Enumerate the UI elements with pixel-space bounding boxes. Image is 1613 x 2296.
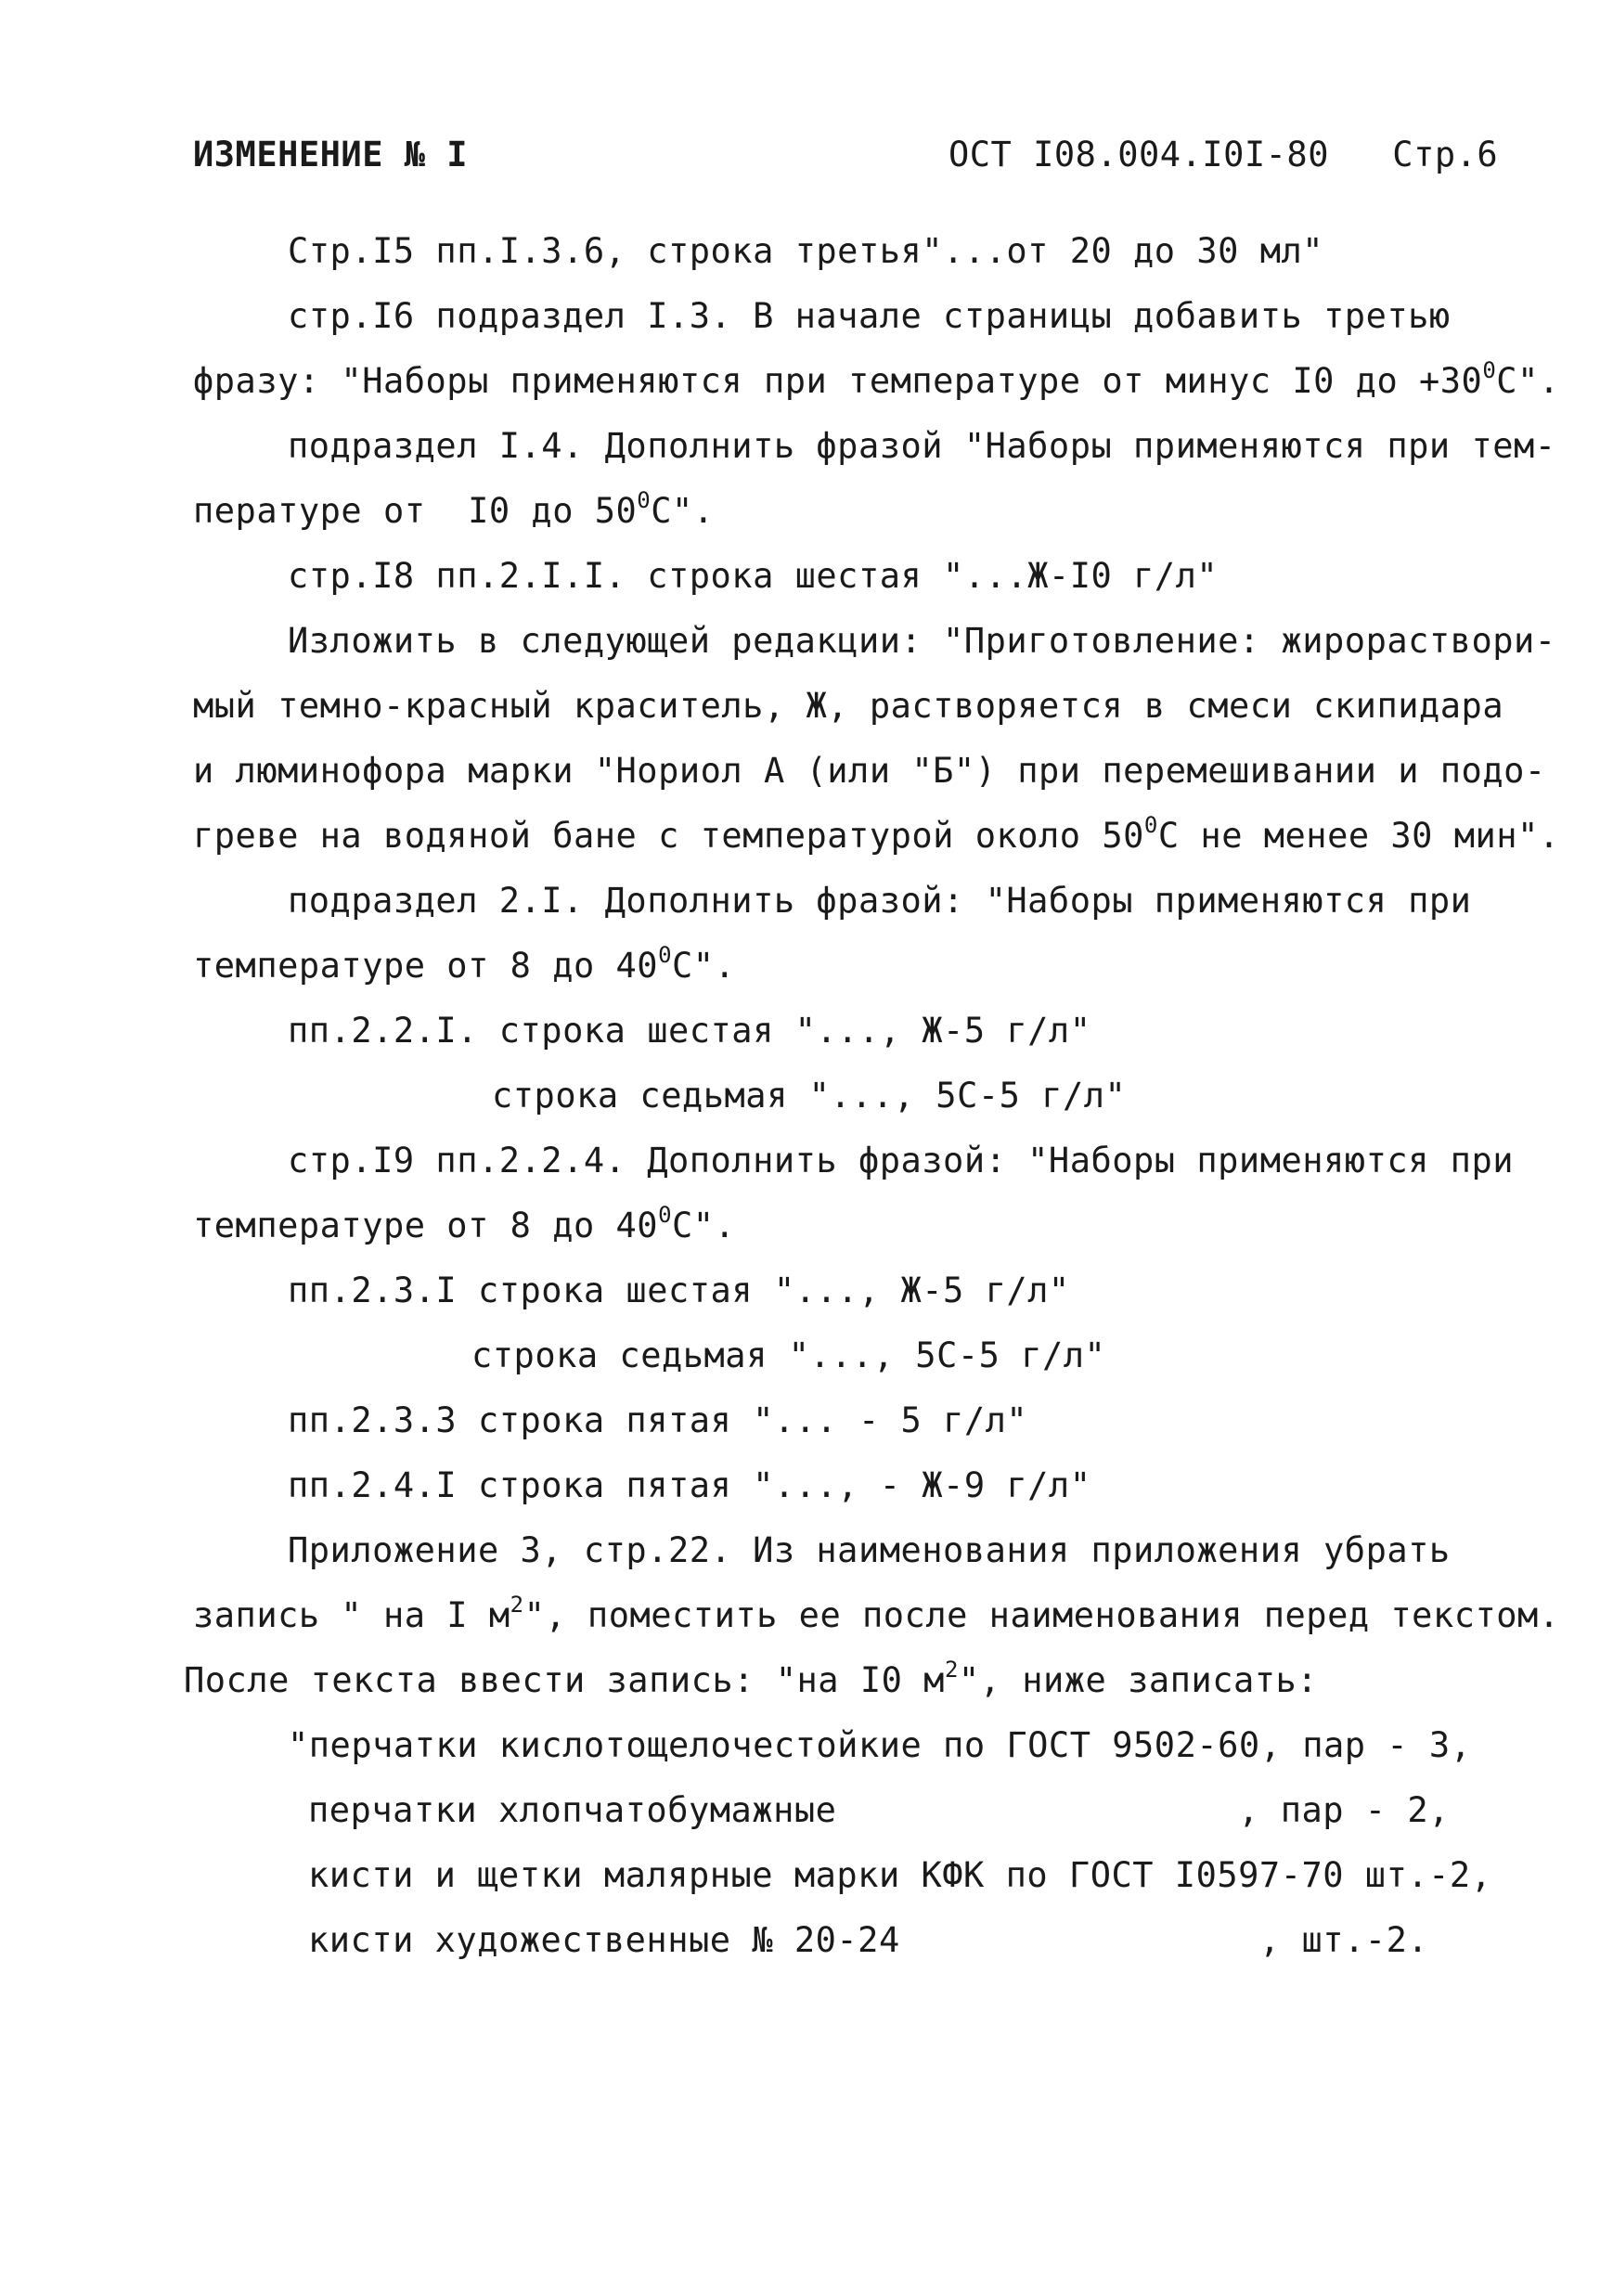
text-line [308,1790,1450,1830]
text-line [288,881,1472,921]
line-text: температуре от 8 до 40 [193,946,659,986]
superscript: 0 [637,487,652,513]
line-text: строка седьмая "..., 5С-5 г/л" [471,1335,1106,1375]
text-line [288,621,1556,661]
text-line [471,1335,1106,1375]
line-text: пп.2.4.I строка пятая "..., - Ж-9 г/л" [288,1465,1091,1505]
text-line [288,1143,1514,1178]
text-line [308,1855,1492,1895]
line-text: пп.2.3.3 строка пятая "... - 5 г/л" [288,1400,1028,1440]
text-line [193,1592,1560,1635]
line-text: стр.I8 пп.2.I.I. строка шестая "...Ж-I0 г/л" [288,556,1219,596]
line-text: подраздел I.4. Дополнить фразой "Наборы применяются при тем- [288,426,1556,466]
superscript: 0 [1482,357,1497,383]
superscript: 0 [658,1202,673,1228]
standard-and-page [948,137,1498,172]
text-line [193,686,1504,726]
text-line [288,296,1451,336]
line-text: Изложить в следующей редакции: "Приготовление: жирораствори- [288,621,1556,661]
line-tail: С не менее 30 мин". [1157,816,1560,856]
text-line [288,1725,1472,1765]
line-text: пературе от I0 до 50 [193,491,638,531]
line-text: Стр.I5 пп.I.3.6, строка третья"...от 20 до 30 мл" [288,231,1324,271]
text-line [288,1465,1091,1505]
line-text: пп.2.2.I. строка шестая "..., Ж-5 г/л" [288,1011,1091,1051]
text-line [193,357,1560,401]
text-line [184,1657,1319,1700]
text-line [288,1011,1091,1051]
line-text: подраздел 2.I. Дополнить фразой: "Наборы применяются при [288,881,1472,921]
text-line [288,556,1219,596]
line-tail: ", поместить ее после наименования перед текстом. [523,1595,1560,1635]
change-label: ИЗМЕНЕНИЕ № I [193,135,469,174]
text-line [288,1530,1451,1570]
text-line [288,1400,1028,1440]
line-text: перчатки хлопчатобумажные , пар - 2, [308,1790,1450,1830]
superscript: 0 [658,942,673,968]
standard-number: ОСТ I08.004.I0I-80 [948,135,1329,174]
line-text: и люминофора марки "Нориол А (или "Б") при перемешивании и подо- [193,751,1546,791]
page-number: Стр.6 [1392,135,1499,174]
text-line [288,231,1324,271]
text-line [193,751,1546,791]
line-text: мый темно-красный краситель, Ж, растворяется в смеси скипидара [193,686,1504,726]
line-text: кисти и щетки малярные марки КФК по ГОСТ I0597-70 шт.-2, [308,1855,1492,1895]
line-text: кисти художественные № 20-24 , шт.-2. [308,1920,1429,1960]
text-line [288,426,1556,466]
superscript: 0 [1143,812,1158,838]
line-text: "перчатки кислотощелочестойкие по ГОСТ 9502-60, пар - 3, [288,1725,1472,1765]
superscript: 2 [944,1657,959,1683]
text-line [193,1202,736,1245]
line-text: пп.2.3.I строка шестая "..., Ж-5 г/л" [288,1271,1070,1310]
line-text: После текста ввести запись: "на I0 м [184,1660,945,1700]
text-line [193,942,736,986]
line-text: стр.I9 пп.2.2.4. Дополнить фразой: "Наборы применяются при [288,1141,1515,1180]
line-text: запись " на I м [193,1595,510,1635]
superscript: 2 [510,1592,524,1618]
line-text: греве на водяной бане с температурой около 50 [193,816,1144,856]
line-tail: С". [1496,361,1560,401]
line-tail: ", ниже записать: [958,1660,1319,1700]
line-text: строка седьмая "..., 5С-5 г/л" [492,1076,1127,1116]
line-tail: С". [672,946,736,986]
text-line [288,1273,1070,1308]
line-text: стр.I6 подраздел I.3. В начале страницы добавить третью [288,296,1451,336]
line-text: температуре от 8 до 40 [193,1206,659,1245]
text-line [492,1076,1127,1116]
line-text: Приложение 3, стр.22. Из наименования приложения убрать [288,1530,1451,1570]
text-line [308,1920,1429,1960]
line-text: фразу: "Наборы применяются при температуре от минус I0 до +30 [193,361,1483,401]
text-line [193,487,715,531]
line-tail: С". [672,1206,736,1245]
line-tail: С". [651,491,715,531]
text-line [193,812,1560,856]
